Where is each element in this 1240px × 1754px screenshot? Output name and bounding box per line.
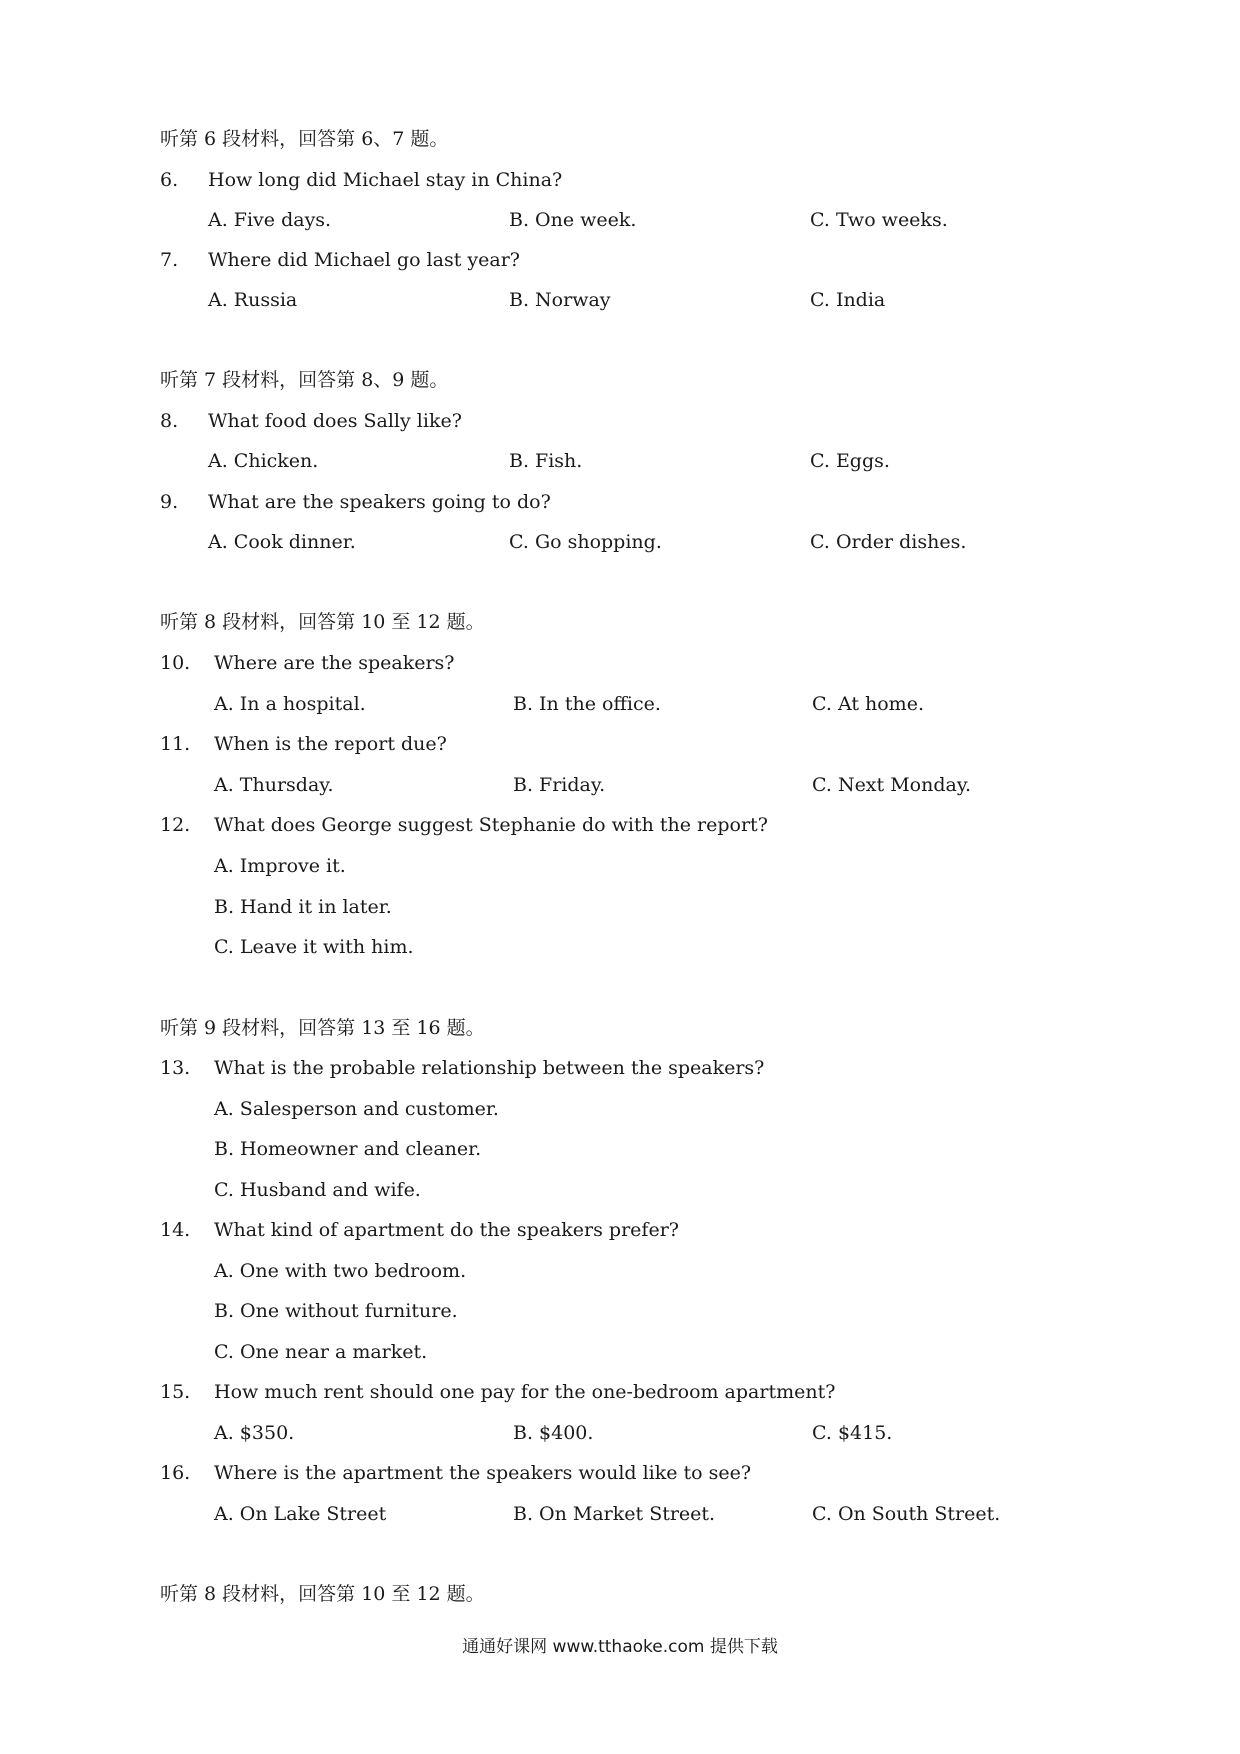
option-a: A. On Lake Street — [214, 1503, 387, 1525]
option-b: B. One week. — [509, 209, 637, 231]
option-b: B. In the office. — [513, 693, 661, 715]
question-text: How long did Michael stay in China? — [208, 169, 563, 191]
section-heading: 听第 8 段材料，回答第 10 至 12 题。 — [160, 1583, 485, 1605]
option-a: A. $350. — [214, 1422, 295, 1444]
option-a: A. One with two bedroom. — [214, 1260, 467, 1282]
question-text: What food does Sally like? — [208, 410, 462, 432]
option-c: C. Husband and wife. — [214, 1179, 421, 1201]
question-text: Where did Michael go last year? — [208, 249, 520, 271]
question-number: 9. — [160, 491, 179, 513]
option-c: C. India — [810, 289, 886, 311]
question-number: 13. — [160, 1057, 191, 1079]
question-text: Where are the speakers? — [214, 652, 455, 674]
section-heading: 听第 9 段材料，回答第 13 至 16 题。 — [160, 1017, 485, 1039]
option-c: C. Order dishes. — [810, 531, 967, 553]
option-c: C. On South Street. — [812, 1503, 1001, 1525]
option-a: A. Cook dinner. — [208, 531, 356, 553]
option-b: B. $400. — [513, 1422, 594, 1444]
option-c: C. One near a market. — [214, 1341, 428, 1363]
option-a: A. Thursday. — [214, 774, 334, 796]
question-text: What is the probable relationship between the speakers? — [214, 1057, 765, 1079]
question-number: 6. — [160, 169, 179, 191]
option-b: B. Hand it in later. — [214, 896, 392, 918]
section-heading: 听第 6 段材料，回答第 6、7 题。 — [160, 128, 449, 150]
question-number: 8. — [160, 410, 179, 432]
option-c: C. Leave it with him. — [214, 936, 414, 958]
option-a: A. In a hospital. — [214, 693, 366, 715]
page-footer: 通通好课网 www.tthaoke.com 提供下载 — [462, 1637, 778, 1657]
option-b: B. Fish. — [509, 450, 583, 472]
section-heading: 听第 7 段材料，回答第 8、9 题。 — [160, 369, 449, 391]
question-text: When is the report due? — [214, 733, 447, 755]
option-b: B. Homeowner and cleaner. — [214, 1138, 482, 1160]
option-c: C. $415. — [812, 1422, 893, 1444]
question-text: What does George suggest Stephanie do with the report? — [214, 814, 768, 836]
question-number: 14. — [160, 1219, 191, 1241]
option-b: B. Friday. — [513, 774, 606, 796]
question-text: What kind of apartment do the speakers prefer? — [214, 1219, 679, 1241]
question-text: Where is the apartment the speakers would like to see? — [214, 1462, 752, 1484]
option-a: A. Improve it. — [214, 855, 346, 877]
option-a: A. Chicken. — [208, 450, 319, 472]
question-number: 12. — [160, 814, 191, 836]
option-a: A. Russia — [208, 289, 298, 311]
section-heading: 听第 8 段材料，回答第 10 至 12 题。 — [160, 611, 485, 633]
option-a: A. Salesperson and customer. — [214, 1098, 499, 1120]
question-number: 15. — [160, 1381, 191, 1403]
question-number: 16. — [160, 1462, 191, 1484]
option-b: C. Go shopping. — [509, 531, 662, 553]
option-c: C. Eggs. — [810, 450, 890, 472]
question-number: 7. — [160, 249, 179, 271]
option-b: B. On Market Street. — [513, 1503, 716, 1525]
option-c: C. At home. — [812, 693, 924, 715]
option-c: C. Two weeks. — [810, 209, 948, 231]
question-text: How much rent should one pay for the one-bedroom apartment? — [214, 1381, 836, 1403]
question-text: What are the speakers going to do? — [208, 491, 551, 513]
question-number: 10. — [160, 652, 191, 674]
question-number: 11. — [160, 733, 191, 755]
option-b: B. Norway — [509, 289, 611, 311]
option-c: C. Next Monday. — [812, 774, 972, 796]
option-b: B. One without furniture. — [214, 1300, 458, 1322]
option-a: A. Five days. — [208, 209, 332, 231]
